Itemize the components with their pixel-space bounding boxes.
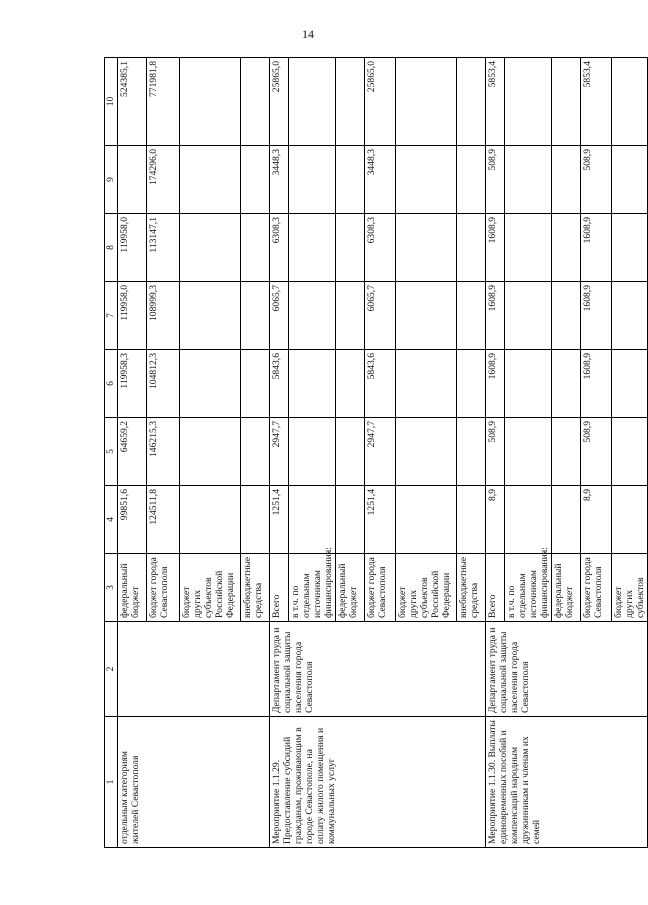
value-cell xyxy=(612,282,648,350)
value-cell xyxy=(289,282,336,350)
value-cell: 6065,7 xyxy=(365,282,396,350)
value-cell: 1251,4 xyxy=(365,486,396,554)
funding-source-cell: в т.ч. по отдельным источникам финансирования: xyxy=(505,554,552,622)
value-cell xyxy=(457,214,486,282)
value-cell xyxy=(505,146,552,214)
funding-source-cell: Всего xyxy=(486,554,505,622)
value-cell: 119958,0 xyxy=(118,214,147,282)
value-cell: 1608,9 xyxy=(486,214,505,282)
table-row xyxy=(118,58,147,848)
measure-cell: Мероприятие 1.1.30. Выплаты единовременных пособий и компенсаций народным дружинникам и членам их семей xyxy=(486,717,648,848)
value-cell xyxy=(612,58,648,146)
value-cell xyxy=(612,486,648,554)
value-cell xyxy=(241,146,270,214)
value-cell xyxy=(180,146,241,214)
value-cell: 508,9 xyxy=(486,418,505,486)
value-cell: 174296,0 xyxy=(147,146,180,214)
value-cell: 3448,3 xyxy=(270,146,289,214)
value-cell xyxy=(289,418,336,486)
value-cell: 508,9 xyxy=(581,146,612,214)
table-row xyxy=(270,58,289,848)
value-cell: 524385,1 xyxy=(118,58,147,146)
value-cell xyxy=(180,350,241,418)
value-cell xyxy=(552,58,581,146)
executor-cell xyxy=(118,622,270,717)
value-cell xyxy=(457,58,486,146)
value-cell xyxy=(457,350,486,418)
value-cell xyxy=(180,418,241,486)
value-cell: 6308,3 xyxy=(365,214,396,282)
value-cell xyxy=(505,486,552,554)
value-cell xyxy=(180,214,241,282)
value-cell xyxy=(336,282,365,350)
funding-source-cell: бюджет города Севастополя xyxy=(147,554,180,622)
value-cell: 3448,3 xyxy=(365,146,396,214)
value-cell xyxy=(241,58,270,146)
value-cell xyxy=(241,350,270,418)
value-cell: 124511,8 xyxy=(147,486,180,554)
value-cell xyxy=(552,214,581,282)
value-cell: 5843,6 xyxy=(270,350,289,418)
value-cell xyxy=(118,146,147,214)
funding-source-cell: федеральный бюджет xyxy=(552,554,581,622)
value-cell xyxy=(396,350,457,418)
funding-source-cell: бюджет других субъектов Российской Федерации xyxy=(180,554,241,622)
value-cell xyxy=(336,486,365,554)
value-cell xyxy=(552,282,581,350)
funding-source-cell: бюджет города Севастополя xyxy=(365,554,396,622)
value-cell xyxy=(552,146,581,214)
value-cell: 99851,6 xyxy=(118,486,147,554)
value-cell xyxy=(505,282,552,350)
value-cell xyxy=(505,350,552,418)
value-cell xyxy=(289,486,336,554)
value-cell xyxy=(457,146,486,214)
value-cell xyxy=(180,282,241,350)
value-cell xyxy=(396,418,457,486)
funding-source-cell: федеральный бюджет xyxy=(118,554,147,622)
value-cell xyxy=(336,418,365,486)
funding-source-cell: бюджет других субъектов xyxy=(612,554,648,622)
value-cell: 1608,9 xyxy=(581,350,612,418)
value-cell: 108999,3 xyxy=(147,282,180,350)
col-header: 8 xyxy=(105,214,118,282)
value-cell: 2947,7 xyxy=(365,418,396,486)
value-cell xyxy=(457,418,486,486)
value-cell xyxy=(396,282,457,350)
col-header: 7 xyxy=(105,282,118,350)
measure-cell: Мероприятие 1.1.29. Предоставление субсидий гражданам, проживающим в городе Севастополе, на оплату жилого помещения и коммунальных услуг xyxy=(270,717,486,848)
value-cell xyxy=(289,58,336,146)
value-cell xyxy=(289,146,336,214)
value-cell xyxy=(505,418,552,486)
value-cell xyxy=(241,214,270,282)
value-cell xyxy=(552,418,581,486)
value-cell: 2947,7 xyxy=(270,418,289,486)
value-cell: 146215,3 xyxy=(147,418,180,486)
funding-source-cell: Всего xyxy=(270,554,289,622)
value-cell xyxy=(505,214,552,282)
value-cell xyxy=(336,350,365,418)
measure-cell: отдельным категориям жителей Севастополя xyxy=(118,717,270,848)
col-header: 6 xyxy=(105,350,118,418)
executor-cell: Департамент труда и социальной защиты населения города Севастополя xyxy=(486,622,648,717)
value-cell xyxy=(505,58,552,146)
rotated-table-content xyxy=(104,58,647,848)
funding-source-cell: бюджет города Севастополя xyxy=(581,554,612,622)
col-header: 3 xyxy=(105,554,118,622)
value-cell: 5853,4 xyxy=(581,58,612,146)
page-number: 14 xyxy=(302,27,314,41)
col-header: 10 xyxy=(105,58,118,146)
value-cell xyxy=(552,350,581,418)
value-cell xyxy=(396,58,457,146)
executor-cell: Департамент труда и социальной защиты населения города Севастополя xyxy=(270,622,486,717)
value-cell xyxy=(396,214,457,282)
value-cell xyxy=(336,214,365,282)
value-cell: 8,9 xyxy=(581,486,612,554)
value-cell: 508,9 xyxy=(581,418,612,486)
rotated-table-viewport xyxy=(104,58,647,848)
value-cell: 1251,4 xyxy=(270,486,289,554)
value-cell: 8,9 xyxy=(486,486,505,554)
funding-source-cell: внебюджетные средства xyxy=(241,554,270,622)
col-header: 1 xyxy=(105,717,118,848)
value-cell xyxy=(612,418,648,486)
value-cell: 113147,1 xyxy=(147,214,180,282)
value-cell: 1608,9 xyxy=(486,282,505,350)
column-number-row xyxy=(105,58,118,848)
value-cell: 1608,9 xyxy=(581,214,612,282)
value-cell xyxy=(396,486,457,554)
value-cell xyxy=(336,146,365,214)
col-header: 9 xyxy=(105,146,118,214)
value-cell xyxy=(612,146,648,214)
col-header: 2 xyxy=(105,622,118,717)
value-cell xyxy=(457,282,486,350)
value-cell: 771981,8 xyxy=(147,58,180,146)
value-cell: 25865,0 xyxy=(270,58,289,146)
value-cell: 5853,4 xyxy=(486,58,505,146)
value-cell xyxy=(241,486,270,554)
value-cell: 508,9 xyxy=(486,146,505,214)
value-cell xyxy=(289,214,336,282)
funding-source-cell: внебюджетные средства xyxy=(457,554,486,622)
value-cell xyxy=(180,58,241,146)
value-cell xyxy=(612,214,648,282)
table-row xyxy=(486,58,505,848)
value-cell: 6308,3 xyxy=(270,214,289,282)
value-cell: 5843,6 xyxy=(365,350,396,418)
financing-table xyxy=(104,57,648,848)
funding-source-cell: бюджет других субъектов Российской Федерации xyxy=(396,554,457,622)
value-cell xyxy=(241,418,270,486)
value-cell xyxy=(552,486,581,554)
col-header: 5 xyxy=(105,418,118,486)
funding-source-cell: федеральный бюджет xyxy=(336,554,365,622)
value-cell: 6065,7 xyxy=(270,282,289,350)
value-cell xyxy=(336,58,365,146)
value-cell: 64659,2 xyxy=(118,418,147,486)
value-cell xyxy=(396,146,457,214)
value-cell xyxy=(289,350,336,418)
value-cell xyxy=(457,486,486,554)
value-cell xyxy=(612,350,648,418)
col-header: 4 xyxy=(105,486,118,554)
value-cell: 25865,0 xyxy=(365,58,396,146)
value-cell: 1608,9 xyxy=(486,350,505,418)
value-cell: 104812,3 xyxy=(147,350,180,418)
value-cell: 1608,9 xyxy=(581,282,612,350)
funding-source-cell: в т.ч. по отдельным источникам финансирования: xyxy=(289,554,336,622)
value-cell: 119958,0 xyxy=(118,282,147,350)
value-cell: 119958,3 xyxy=(118,350,147,418)
value-cell xyxy=(180,486,241,554)
value-cell xyxy=(241,282,270,350)
